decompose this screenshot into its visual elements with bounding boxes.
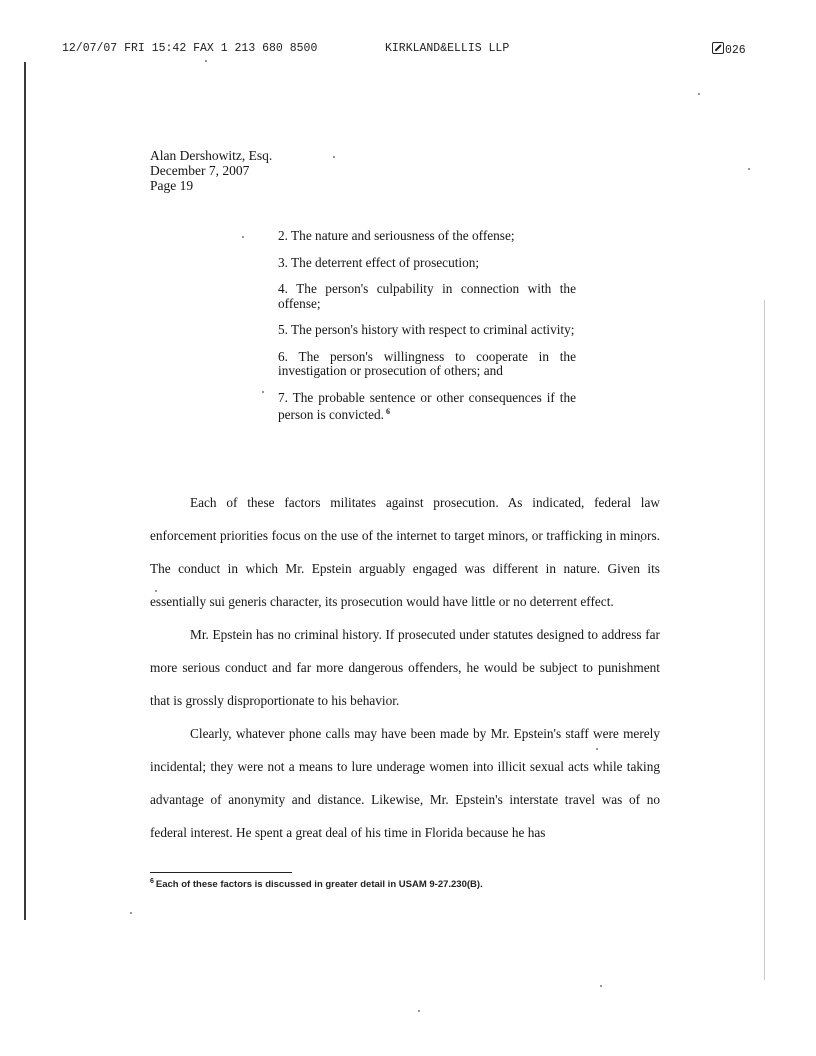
footnote-divider bbox=[150, 872, 292, 873]
factor-item: 4. The person's culpability in connection with the offense; bbox=[278, 281, 576, 311]
body-paragraph: Each of these factors militates against prosecution. As indicated, federal law enforcement priorities focus on the use of the internet to target minors, or trafficking in minors. The conduct in which Mr. Epstein arguably engaged was different in nature. Given its essentially sui generis character, its prosecution would have little or no deterrent effect. bbox=[150, 495, 660, 609]
footnote-reference: 6 bbox=[385, 407, 390, 416]
factor-item: 7. The probable sentence or other consequences if the person is convicted. $^6$ bbox=[278, 389, 576, 422]
factor-item: 3. The deterrent effect of prosecution; bbox=[278, 254, 480, 270]
fax-page-icon bbox=[712, 42, 724, 54]
scan-speck bbox=[262, 391, 264, 393]
letter-date: December 7, 2007 bbox=[150, 163, 250, 178]
scan-speck bbox=[748, 168, 750, 170]
fax-page-number: 026 bbox=[725, 44, 746, 57]
scan-right-edge-line bbox=[764, 300, 765, 980]
footnote-text: Each of these factors is discussed in greater detail in USAM 9-27.230(B). bbox=[155, 879, 483, 890]
factor-item: 6. The person's willingness to cooperate in the investigation or prosecution of others; and bbox=[278, 348, 576, 378]
factor-item: 5. The person's history with respect to criminal activity; bbox=[278, 322, 575, 337]
factor-list bbox=[278, 229, 576, 435]
scan-speck bbox=[600, 985, 602, 987]
footnote-number: 6 bbox=[150, 878, 154, 885]
body-paragraph: Mr. Epstein has no criminal history. If prosecuted under statutes designed to address far more serious conduct and far more dangerous offenders, he would be subject to punishment that is grossly disproportionate to his behavior. bbox=[150, 627, 660, 708]
addressee-name: Alan Dershowitz, Esq. bbox=[150, 148, 273, 163]
footnote bbox=[150, 878, 670, 890]
fax-transmission-info: 12/07/07 FRI 15:42 FAX 1 213 680 8500 bbox=[62, 42, 318, 55]
fax-sender-firm: KIRKLAND&ELLIS LLP bbox=[385, 42, 510, 55]
fax-page-counter bbox=[712, 42, 746, 57]
scan-speck bbox=[205, 60, 207, 62]
scan-left-edge-line bbox=[24, 62, 26, 920]
scan-speck bbox=[130, 912, 132, 914]
scan-speck bbox=[698, 93, 700, 95]
factor-item: 2. The nature and seriousness of the offense; bbox=[278, 228, 515, 243]
scan-speck bbox=[242, 236, 244, 238]
addressee-block bbox=[150, 148, 272, 193]
letter-body bbox=[150, 486, 660, 849]
body-paragraph: Clearly, whatever phone calls may have been made by Mr. Epstein's staff were merely incidental; they were not a means to lure underage women into illicit sexual acts while taking advantage of anonymity and distance. Likewise, Mr. Epstein's interstate travel was of no federal interest. He spent a great deal of his time in Florida because he has bbox=[150, 726, 660, 840]
scan-speck bbox=[333, 156, 335, 158]
page-label: Page 19 bbox=[150, 178, 194, 193]
scan-speck bbox=[418, 1010, 420, 1012]
